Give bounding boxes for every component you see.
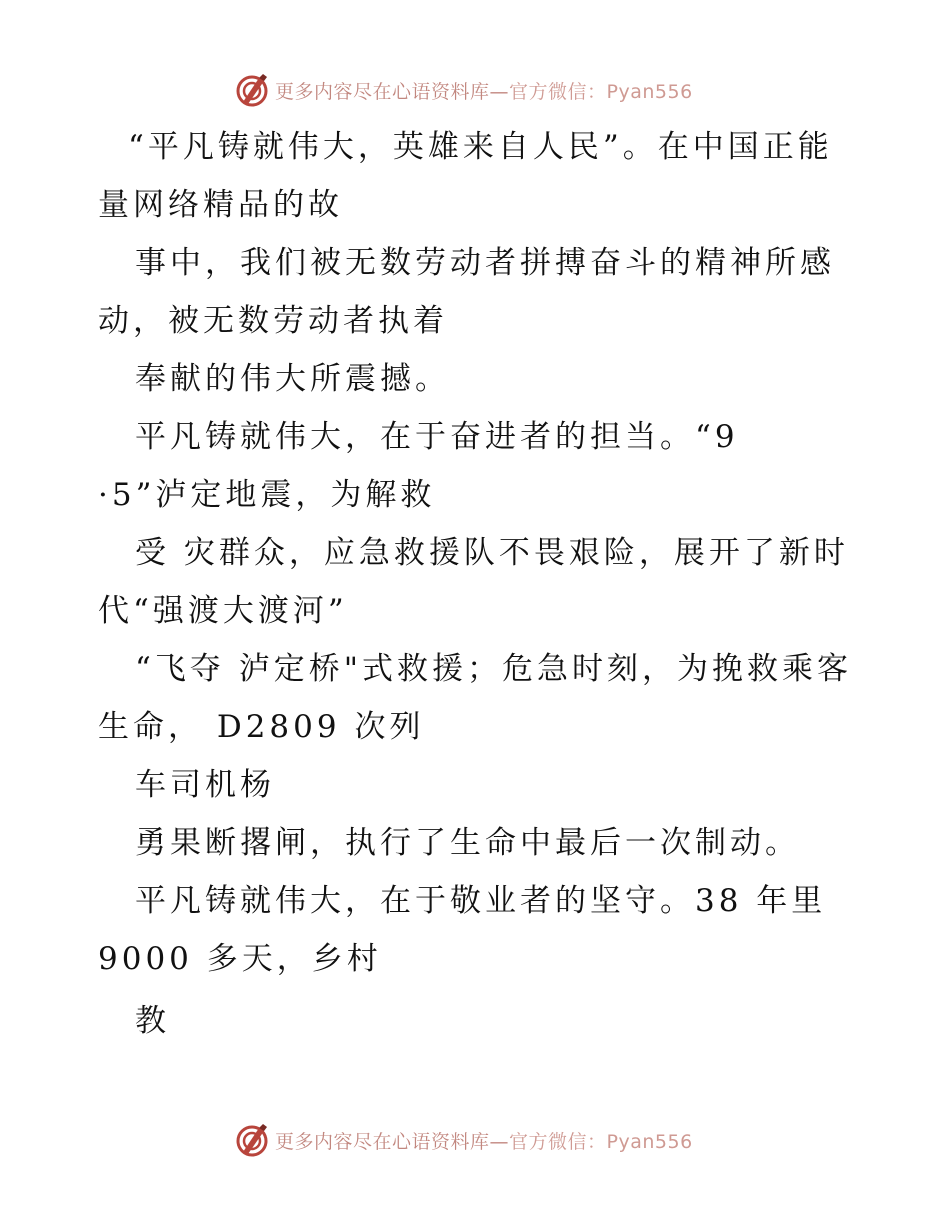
text-line: ·5”泸定地震，为解救: [98, 477, 436, 513]
text-line: “飞夺 泸定桥"式救援；危急时刻，为挽救乘客: [135, 651, 852, 687]
text-line: 车司机杨: [135, 767, 275, 803]
banner-site-text: 更多内容尽在心语资料库—: [275, 80, 510, 103]
footer-watermark: [0, 1120, 950, 1160]
text-line: 生命， D2809 次列: [98, 709, 425, 745]
text-line: 事中，我们被无数劳动者拼搏奋斗的精神所感: [135, 245, 835, 281]
banner-wechat-text: 官方微信：Pyan556: [509, 80, 693, 103]
text-line: 动，被无数劳动者执着: [98, 303, 448, 339]
banner-site-text: 更多内容尽在心语资料库—: [275, 1130, 510, 1153]
text-line: 9000 多天，乡村: [98, 941, 382, 977]
text-line: 平凡铸就伟大，在于敬业者的坚守。38 年里: [135, 883, 827, 919]
pen-circle-logo-icon: [235, 1122, 271, 1158]
text-line: “平凡铸就伟大，英雄来自人民”。在中国正能: [128, 129, 833, 165]
banner-wechat-text: 官方微信：Pyan556: [509, 1130, 693, 1153]
text-line: 勇果断撂闸，执行了生命中最后一次制动。: [135, 825, 800, 861]
text-line: 教: [135, 1003, 170, 1039]
text-line: 代“强渡大渡河”: [98, 593, 348, 629]
text-line: 量网络精品的故: [98, 187, 343, 223]
text-line: 平凡铸就伟大，在于奋进者的担当。“9: [135, 419, 739, 455]
text-line: 受 灾群众，应急救援队不畏艰险，展开了新时: [135, 535, 849, 571]
text-line: 奉献的伟大所震撼。: [135, 361, 450, 397]
